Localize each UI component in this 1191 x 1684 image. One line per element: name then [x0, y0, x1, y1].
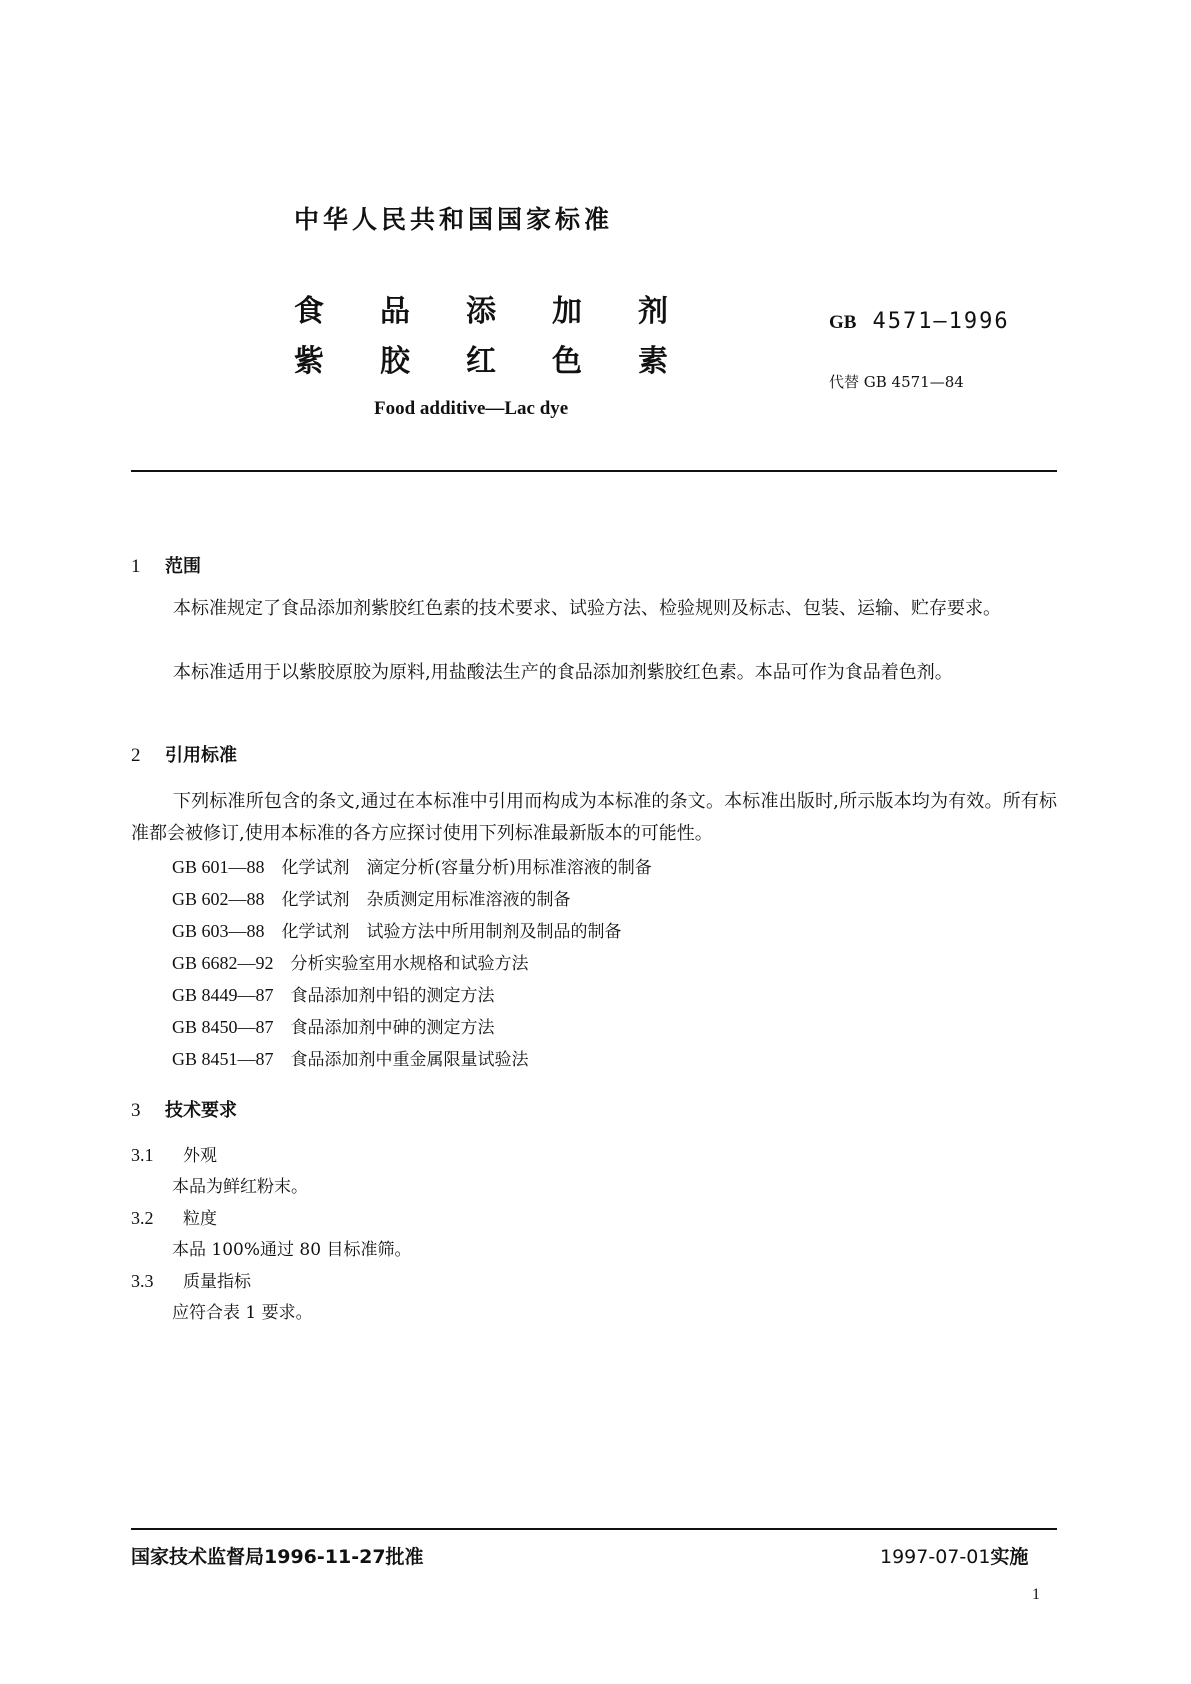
section-title: 范围 — [165, 556, 201, 577]
reference-item — [172, 853, 652, 878]
reference-item — [172, 1013, 495, 1038]
subsection-number: 3.1 — [131, 1145, 154, 1165]
reference-title: 化学试剂 试验方法中所用制剂及制品的制备 — [281, 922, 622, 942]
title-line-1 — [294, 286, 724, 330]
reference-title: 食品添加剂中砷的测定方法 — [290, 1018, 495, 1038]
title-char: 红 — [466, 344, 496, 379]
standard-number: 4571—1996 — [872, 309, 1010, 334]
reference-title: 分析实验室用水规格和试验方法 — [290, 954, 529, 974]
title-char: 品 — [380, 294, 410, 329]
subsection-title: 外观 — [183, 1146, 217, 1166]
title-char: 胶 — [380, 344, 410, 379]
section-3-heading — [131, 1096, 237, 1122]
reference-item — [172, 885, 571, 910]
standard-prefix: GB — [829, 312, 857, 333]
reference-code: GB 6682—92 — [172, 953, 274, 973]
reference-title: 化学试剂 滴定分析(容量分析)用标准溶液的制备 — [281, 858, 652, 878]
standard-code — [829, 309, 1010, 334]
reference-code: GB 601—88 — [172, 857, 265, 877]
subsection-number: 3.2 — [131, 1208, 154, 1228]
reference-item — [172, 949, 529, 974]
subsection-text: 本品为鲜红粉末。 — [172, 1177, 308, 1197]
title-char: 剂 — [638, 294, 668, 329]
section-number: 3 — [131, 1100, 141, 1121]
subsection-3-3 — [131, 1267, 251, 1292]
reference-item — [172, 917, 622, 942]
section-1-paragraph-2: 本标准适用于以紫胶原胶为原料,用盐酸法生产的食品添加剂紫胶红色素。本品可作为食品着色剂。 — [173, 662, 953, 683]
page-number: 1 — [1032, 1586, 1040, 1603]
subsection-title: 质量指标 — [183, 1272, 251, 1292]
header-divider — [131, 470, 1057, 472]
subsection-title: 粒度 — [183, 1209, 217, 1229]
reference-item — [172, 1045, 529, 1070]
section-2-paragraph: 下列标准所包含的条文,通过在本标准中引用而构成为本标准的条文。本标准出版时,所示版本均为有效。所有标准都会被修订,使用本标准的各方应探讨使用下列标准最新版本的可能性。 — [131, 791, 1057, 844]
effective-label: 实施 — [990, 1546, 1029, 1568]
reference-item — [172, 981, 495, 1006]
reference-code: GB 8451—87 — [172, 1049, 274, 1069]
subsection-text: 应符合表 1 要求。 — [172, 1303, 313, 1323]
section-2-heading — [131, 741, 237, 767]
reference-code: GB 8449—87 — [172, 985, 274, 1005]
reference-title: 食品添加剂中重金属限量试验法 — [290, 1050, 529, 1070]
title-char: 素 — [638, 344, 668, 379]
title-char: 色 — [552, 344, 582, 379]
title-line-2 — [294, 336, 724, 380]
subsection-number: 3.3 — [131, 1271, 154, 1291]
title-char: 加 — [552, 294, 582, 329]
approval-note: 国家技术监督局1996-11-27批准 — [131, 1546, 424, 1568]
footer-divider — [131, 1528, 1057, 1530]
section-number: 2 — [131, 745, 141, 766]
effective-date: 1997-07-01 — [880, 1546, 991, 1568]
section-title: 引用标准 — [165, 745, 237, 766]
title-char: 添 — [466, 294, 496, 329]
section-title: 技术要求 — [165, 1100, 237, 1121]
reference-title: 食品添加剂中铅的测定方法 — [290, 986, 495, 1006]
national-standard-heading: 中华人民共和国国家标准 — [294, 205, 614, 234]
subsection-text: 本品 100%通过 80 目标准筛。 — [172, 1240, 412, 1260]
english-title: Food additive—Lac dye — [374, 398, 569, 419]
subsection-3-1 — [131, 1141, 217, 1166]
reference-code: GB 602—88 — [172, 889, 265, 909]
section-1-paragraph-1: 本标准规定了食品添加剂紫胶红色素的技术要求、试验方法、检验规则及标志、包装、运输、贮存要求。 — [173, 598, 1001, 619]
reference-code: GB 8450—87 — [172, 1017, 274, 1037]
section-1-heading — [131, 552, 201, 578]
reference-title: 化学试剂 杂质测定用标准溶液的制备 — [281, 890, 571, 910]
title-char: 食 — [294, 294, 324, 329]
subsection-3-2 — [131, 1204, 217, 1229]
replaces-note: 代替 GB 4571—84 — [829, 373, 964, 391]
section-number: 1 — [131, 556, 141, 577]
reference-code: GB 603—88 — [172, 921, 265, 941]
effective-note — [880, 1542, 1028, 1569]
title-char: 紫 — [294, 344, 324, 379]
